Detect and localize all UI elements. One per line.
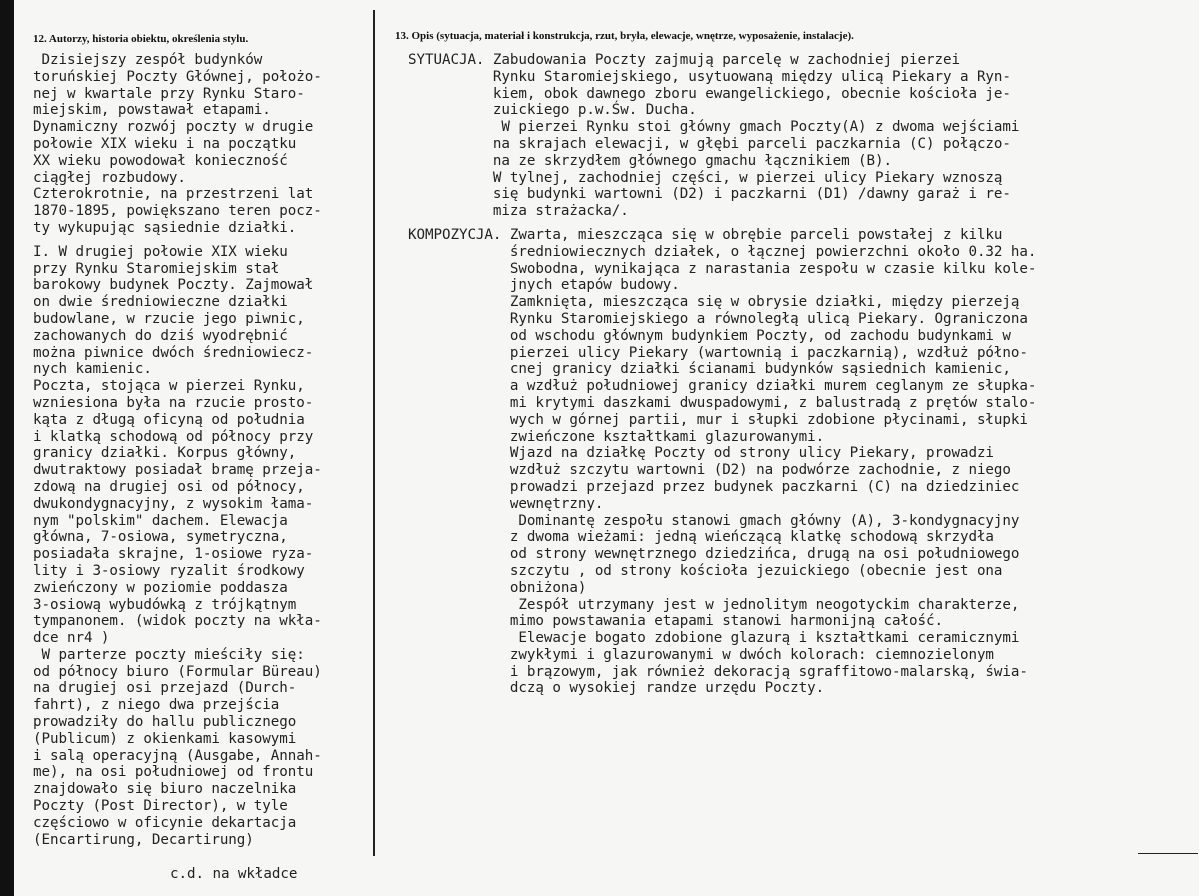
description-line: z dwoma wieżami: jedną wieńczącą klatkę schodową skrzydła (408, 529, 994, 546)
description-line: Wjazd na działkę Poczty od strony ulicy Piekary, prowadzi (408, 445, 994, 462)
description-line: obniżona) (408, 579, 587, 596)
description-line: od strony wewnętrznego dziedzińca, drugą na osi południowego (408, 546, 1020, 563)
history-line: me), na osi południowej od frontu (33, 764, 314, 781)
description-line: miza strażacka/. (408, 203, 629, 220)
description-line: a wzdłuż południowej granicy działki murem ceglanym ze słupka- (408, 378, 1037, 395)
history-line: XX wieku powodował konieczność (33, 152, 288, 169)
history-line: częściowo w oficynie dekartacja (33, 814, 297, 831)
history-line: dwukondygnacyjny, z wysokim łama- (33, 495, 314, 512)
description-line: pierzei ulicy Piekary (wartownią i paczkarnią), wzdłuż półno- (408, 344, 1028, 361)
description-line: SYTUACJA. Zabudowania Poczty zajmują parcelę w zachodniej pierzei (408, 52, 960, 68)
history-line: (Encartirung, Decartirung) (33, 831, 254, 848)
history-line: kąta z długą oficyną od południa (33, 411, 305, 428)
history-line: Czterokrotnie, na przestrzeni lat (33, 186, 314, 203)
history-line: zwieńczony w poziomie poddasza (33, 579, 288, 596)
description-line: Swobodna, wynikająca z narastania zespołu w czasie kilku kole- (408, 260, 1037, 277)
description-line: zuickiego p.w.Św. Ducha. (408, 102, 697, 119)
description-line: Rynku Staromiejskiego, usytuowaną między ulicą Piekary a Ryn- (408, 68, 1011, 85)
history-line: od północy biuro (Formular Büreau) (33, 663, 322, 680)
history-line: nej w kwartale przy Rynku Staro- (33, 85, 305, 102)
history-line: wzniesiona była na rzucie prosto- (33, 394, 314, 411)
history-line: i klatką schodową od północy przy (33, 428, 314, 445)
description-line: mimo powstawania etapami stanowi harmonijną całość. (408, 613, 943, 630)
history-line: Dynamiczny rozwój poczty w drugie (33, 119, 314, 136)
margin-mark (1138, 853, 1198, 854)
column-divider (373, 10, 375, 856)
history-line: fahrt), z niego dwa przejścia (33, 697, 280, 714)
description-line: wzdłuż szczytu wartowni (D2) na podwórze zachodnie, z niego (408, 462, 1011, 479)
description-line: cnej granicy działki ścianami budynków sąsiednich kamienic, (408, 361, 1011, 378)
description-line: Elewacje bogato zdobione glazurą i kształtkami ceramicznymi (408, 630, 1020, 647)
history-line: ciągłej rozbudowy. (33, 169, 186, 186)
description-line: Rynku Staromiejskiego a równoległą ulicą Piekary. Ograniczona (408, 310, 1028, 327)
description-line: i brązowym, jak również dekoracją sgraffitowo-malarską, świa- (408, 663, 1028, 680)
history-line: znajdowało się biuro naczelnika (33, 781, 297, 798)
history-line: posiadała skrajne, 1-osiowe ryza- (33, 546, 314, 563)
history-line: nym "polskim" dachem. Elewacja (33, 512, 288, 529)
description-line: na skrajach elewacji, w głębi parceli paczkarnia (C) połączo- (408, 135, 1011, 152)
description-line: średniowiecznych działek, o łącznej powierzchni około 0.32 ha. (408, 243, 1037, 260)
history-line: zachowanych do dziś wyodrębnić (33, 327, 288, 344)
history-line: Poczty (Post Director), w tyle (33, 798, 288, 815)
description-paragraph (408, 52, 1188, 220)
history-line: lity i 3-osiowy ryzalit środkowy (33, 562, 305, 579)
description-line: wych w górnej partii, mur i słupki zdobione płycinami, słupki (408, 411, 1028, 428)
description-line: Zamknięta, mieszcząca się w obrysie działki, między pierzeją (408, 294, 1020, 311)
description-line: mi krytymi daszkami dwuspadowymi, z balustradą z prętów stalo- (408, 394, 1037, 411)
history-line: (Publicum) z okienkami kasowymi (33, 730, 297, 747)
description-line: kiem, obok dawnego zboru ewangelickiego, obecnie kościoła je- (408, 85, 1011, 102)
description-line: jnych etapów budowy. (408, 277, 680, 294)
description-line: na ze skrzydłem głównego gmachu łącznikiem (B). (408, 152, 893, 169)
description-line: zwykłymi i glazurowanymi w dwóch kolorach: ciemnozielonym (408, 646, 994, 663)
left-section-header: 12. Autorzy, historia obiektu, określenia stylu. (33, 33, 249, 45)
description-text-column (408, 52, 1188, 697)
description-paragraph (408, 227, 1188, 697)
paragraph-gap (33, 237, 373, 244)
scan-edge (0, 0, 14, 896)
history-line: prowadziły do hallu publicznego (33, 714, 297, 731)
history-line: połowie XIX wieku i na początku (33, 135, 297, 152)
description-line: W pierzei Rynku stoi główny gmach Poczty(A) z dwoma wejściami (408, 119, 1020, 136)
paragraph-gap (408, 220, 1188, 227)
description-line: W tylnej, zachodniej części, w pierzei ulicy Piekary wznoszą (408, 169, 1003, 186)
history-line: ty wykupując sąsiednie działki. (33, 219, 297, 236)
history-line: on dwie średniowieczne działki (33, 294, 288, 311)
history-line: przy Rynku Staromiejskim stał (33, 260, 280, 277)
history-line: nych kamienic. (33, 361, 152, 378)
history-line: W parterze poczty mieściły się: (33, 646, 305, 663)
description-line: od wschodu głównym budynkiem Poczty, od zachodu budynkami w (408, 327, 1011, 344)
history-line: Poczta, stojąca w pierzei Rynku, (33, 378, 305, 395)
description-line: Zespół utrzymany jest w jednolitym neogotyckim charakterze, (408, 596, 1020, 613)
description-line: Dominantę zespołu stanowi gmach główny (A), 3-kondygnacyjny (408, 512, 1020, 529)
right-section-header: 13. Opis (sytuacja, materiał i konstrukcja, rzut, bryła, elewacje, wnętrze, wyposażenie, instalacje). (395, 30, 854, 42)
continuation-note: c.d. na wkładce (170, 866, 298, 882)
history-line: budowlane, w rzucie jego piwnic, (33, 310, 305, 327)
description-line: prowadzi przejazd przez budynek paczkarni (C) na dziedziniec (408, 478, 1020, 495)
history-line: i salą operacyjną (Ausgabe, Annah- (33, 747, 322, 764)
history-line: główna, 7-osiowa, symetryczna, (33, 529, 288, 546)
description-line: KOMPOZYCJA. Zwarta, mieszcząca się w obrębie parceli powstałej z kilku (408, 226, 1003, 243)
history-line: 3-osiową wybudówką z trójkątnym (33, 596, 297, 613)
description-line: zwieńczone kształtkami glazurowanymi. (408, 428, 825, 445)
history-line: dwutraktowy posiadał bramę przeja- (33, 462, 322, 479)
history-line: zdową na drugiej osi od północy, (33, 478, 305, 495)
description-line: szczytu , od strony kościoła jezuickiego (obecnie jest ona (408, 562, 1003, 579)
history-line: na drugiej osi przejazd (Durch- (33, 680, 297, 697)
history-text-column (33, 52, 373, 848)
history-line: miejskim, powstawał etapami. (33, 102, 271, 119)
history-line: tympanonem. (widok poczty na wkła- (33, 613, 322, 630)
history-line: można piwnice dwóch średniowiecz- (33, 344, 314, 361)
description-line: się budynki wartowni (D2) i paczkarni (D1) /dawny garaż i re- (408, 186, 1011, 203)
history-line: I. W drugiej połowie XIX wieku (33, 243, 288, 260)
description-line: wewnętrzny. (408, 495, 604, 512)
history-paragraph (33, 244, 373, 849)
history-line: Dzisiejszy zespół budynków (33, 52, 263, 68)
history-paragraph (33, 52, 373, 237)
history-line: dce nr4 ) (33, 630, 110, 647)
history-line: toruńskiej Poczty Głównej, położo- (33, 68, 322, 85)
history-line: barokowy budynek Poczty. Zajmował (33, 277, 314, 294)
description-line: dczą o wysokiej randze urzędu Poczty. (408, 680, 825, 697)
history-line: 1870-1895, powiększano teren pocz- (33, 203, 322, 220)
history-line: granicy działki. Korpus główny, (33, 445, 297, 462)
